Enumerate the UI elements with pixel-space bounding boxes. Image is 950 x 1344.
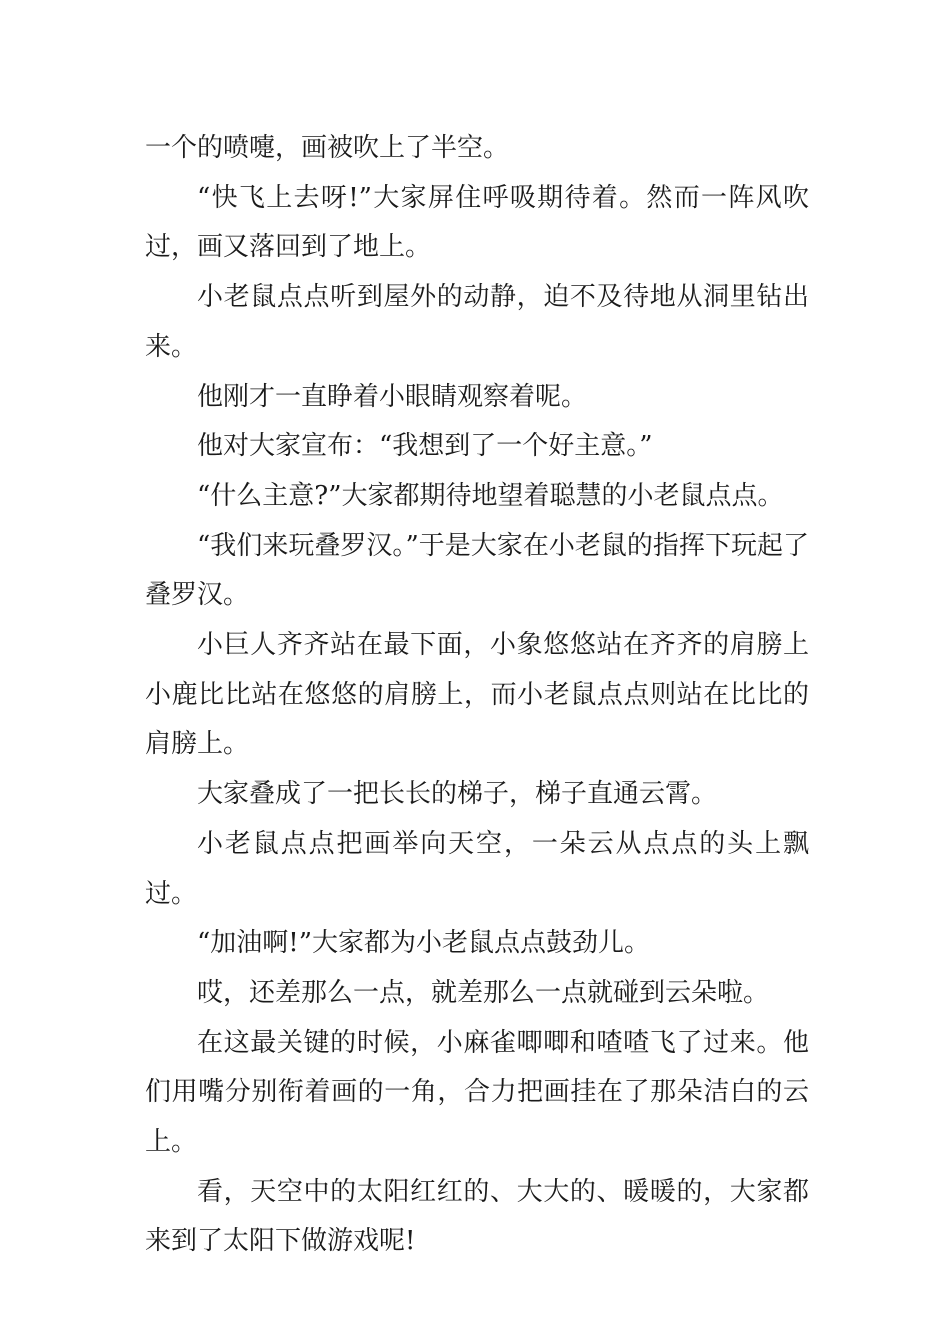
paragraph: 一个的喷嚏，画被吹上了半空。 <box>145 133 510 163</box>
paragraph: 大家叠成了一把长长的梯子，梯子直通云霄。 <box>197 779 718 810</box>
paragraph: “快飞上去呀!”大家屏住呼吸期待着。然而一阵风吹过，画又落回到了地上。 <box>145 182 809 263</box>
paragraph: 在这最关键的时候，小麻雀唧唧和喳喳飞了过来。他们用嘴分别衔着画的一角，合力把画挂在了那朵洁白的云上。 <box>145 1027 809 1158</box>
paragraph: 小巨人齐齐站在最下面，小象悠悠站在齐齐的肩膀上小鹿比比站在悠悠的肩膀上，而小老鼠点点则站在比比的肩膀上。 <box>145 630 809 760</box>
paragraph: 哎，还差那么一点，就差那么一点就碰到云朵啦。 <box>197 977 770 1008</box>
document-body <box>145 124 809 1267</box>
paragraph: “加油啊!”大家都为小老鼠点点鼓劲儿。 <box>197 928 651 959</box>
paragraph: 他刚才一直睁着小眼睛观察着呢。 <box>197 381 588 412</box>
paragraph: 他对大家宣布：“我想到了一个好主意。” <box>197 431 653 462</box>
paragraph: 看，天空中的太阳红红的、大大的、暖暖的，大家都来到了太阳下做游戏呢! <box>145 1176 809 1257</box>
paragraph: 小老鼠点点把画举向天空，一朵云从点点的头上飘过。 <box>145 828 809 909</box>
paragraph: “我们来玩叠罗汉。”于是大家在小老鼠的指挥下玩起了叠罗汉。 <box>145 530 809 611</box>
paragraph: “什么主意?”大家都期待地望着聪慧的小老鼠点点。 <box>197 480 784 511</box>
paragraph: 小老鼠点点听到屋外的动静，迫不及待地从洞里钻出来。 <box>145 282 809 362</box>
